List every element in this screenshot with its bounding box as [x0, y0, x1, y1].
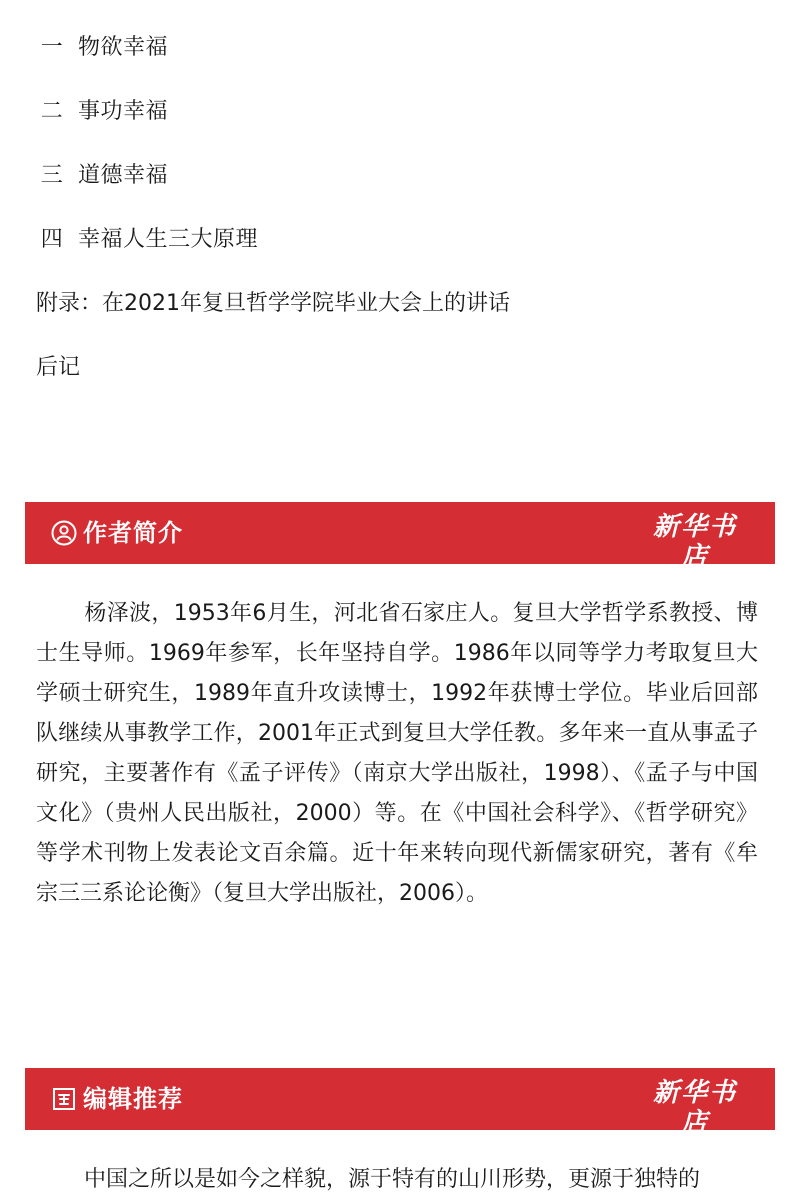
author-section-banner — [25, 502, 775, 591]
toc-item-number: 二 — [40, 99, 64, 124]
logo-english: XINHUA BOOKSTORE — [663, 1139, 727, 1157]
toc-item-number: 四 — [40, 227, 64, 252]
logo-chinese: 新华书店 — [652, 1078, 737, 1138]
toc-item-1[interactable] — [36, 34, 168, 62]
recommend-box-icon — [51, 1086, 77, 1112]
toc-item-label: 物欲幸福 — [78, 35, 169, 60]
toc-item-label: 道德幸福 — [78, 163, 169, 188]
logo-chinese: 新华书店 — [652, 512, 737, 572]
editor-recommendation-text: 中国之所以是如今之样貌，源于特有的山川形势，更源于独特的 — [84, 1167, 701, 1192]
xinhua-bookstore-logo — [643, 512, 747, 591]
person-circle-icon — [51, 520, 77, 546]
toc-item-4[interactable] — [36, 226, 258, 254]
section-title: 编辑推荐 — [83, 1085, 183, 1113]
editor-recommendation — [36, 1160, 758, 1200]
toc-item-label: 事功幸福 — [78, 99, 169, 124]
xinhua-bookstore-logo — [643, 1078, 747, 1157]
section-title: 作者简介 — [83, 519, 183, 547]
author-bio-text: 杨泽波，1953年6月生，河北省石家庄人。复旦大学哲学系教授、博士生导师。1969年参军，长年坚持自学。1986年以同等学力考取复旦大学硕士研究生，1989年直升攻读博士，1992年获博士学位。毕业后回部队继续从事教学工作，2001年正式到复旦大学任教。多年来一直从事孟子研究，主要著作有《孟子评传》（南京大学出版社，1998）、《孟子与中国文化》（贵州人民出版社，2000）等。在《中国社会科学》、《哲学研究》等学术刊物上发表论文百余篇。近十年来转向现代新儒家研究，著有《牟宗三三系论论衡》（复旦大学出版社，2006）。 — [36, 601, 758, 906]
toc-item-2[interactable] — [36, 98, 168, 126]
logo-english: XINHUA BOOKSTORE — [663, 573, 727, 591]
toc-afterword[interactable]: 后记 — [36, 355, 81, 380]
toc-item-number: 三 — [40, 163, 64, 188]
toc-item-number: 一 — [40, 35, 64, 60]
editor-section-banner — [25, 1068, 775, 1157]
author-bio — [36, 594, 758, 914]
toc-appendix[interactable]: 附录：在2021年复旦哲学学院毕业大会上的讲话 — [36, 291, 510, 316]
toc-item-label: 幸福人生三大原理 — [78, 227, 259, 252]
toc-item-3[interactable] — [36, 162, 168, 190]
